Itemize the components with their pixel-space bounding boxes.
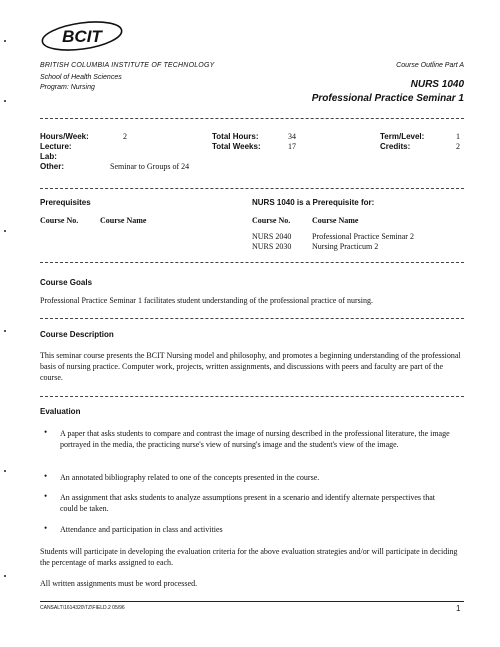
file-reference: CANSALT\1614320\TZ\FIELD.2 05/96 bbox=[40, 605, 125, 611]
course-title: Professional Practice Seminar 1 bbox=[311, 93, 464, 104]
evaluation-heading: Evaluation bbox=[40, 407, 81, 416]
divider bbox=[40, 318, 464, 319]
prereq-row-name: Professional Practice Seminar 2 bbox=[312, 232, 414, 241]
term-label: Term/Level: bbox=[380, 132, 425, 141]
prereq-col-name: Course Name bbox=[100, 216, 147, 225]
scan-speck bbox=[4, 575, 6, 577]
school-name: School of Health Sciences bbox=[40, 74, 122, 81]
other-label: Other: bbox=[40, 162, 64, 171]
evaluation-item: An annotated bibliography related to one of the concepts presented in the course. bbox=[60, 473, 320, 482]
evaluation-note-2: All written assignments must be word processed. bbox=[40, 579, 198, 588]
evaluation-item: A paper that asks students to compare and contrast the image of nursing described in the professional literature, the image portrayed in the media, the practicing nurse's view of nursing's image and the student's view of the image. bbox=[60, 429, 450, 449]
bullet-point: • bbox=[44, 523, 48, 533]
footer-divider bbox=[40, 601, 464, 602]
program-name: Program: Nursing bbox=[40, 84, 95, 91]
prereq-row-name: Nursing Practicum 2 bbox=[312, 242, 379, 251]
hours-week-label: Hours/Week: bbox=[40, 132, 89, 141]
bullet-point: • bbox=[44, 471, 48, 481]
total-weeks-label: Total Weeks: bbox=[212, 142, 261, 151]
total-weeks-value: 17 bbox=[288, 142, 296, 151]
scan-speck bbox=[4, 100, 6, 102]
prereq-row-no: NURS 2040 bbox=[252, 232, 292, 241]
prereq-row-no: NURS 2030 bbox=[252, 242, 292, 251]
divider bbox=[40, 396, 464, 397]
total-hours-label: Total Hours: bbox=[212, 132, 259, 141]
prereq-for-col-no: Course No. bbox=[252, 216, 291, 225]
prereq-for-col-name: Course Name bbox=[312, 216, 359, 225]
goals-text: Professional Practice Seminar 1 facilitates student understanding of the professional practice of nursing. bbox=[40, 296, 374, 305]
credits-label: Credits: bbox=[380, 142, 411, 151]
total-hours-value: 34 bbox=[288, 132, 296, 141]
logo-text: BCIT bbox=[62, 27, 102, 46]
prereq-heading: Prerequisites bbox=[40, 198, 91, 207]
scan-speck bbox=[4, 330, 6, 332]
divider bbox=[40, 188, 464, 189]
evaluation-item: Attendance and participation in class and activities bbox=[60, 525, 223, 534]
term-value: 1 bbox=[456, 132, 460, 141]
description-heading: Course Description bbox=[40, 330, 114, 339]
goals-heading: Course Goals bbox=[40, 278, 93, 287]
bullet-point: • bbox=[44, 427, 48, 437]
scan-speck bbox=[4, 230, 6, 232]
bullet-point: • bbox=[44, 491, 48, 501]
hours-week-value: 2 bbox=[123, 132, 127, 141]
scan-speck bbox=[4, 40, 6, 42]
scan-speck bbox=[4, 470, 6, 472]
course-code: NURS 1040 bbox=[410, 79, 464, 90]
description-text: This seminar course presents the BCIT Nursing model and philosophy, and promotes a beginning understanding of the professional basis of nursing practice. Computer work, projects, written assignments, and discussions with peers and faculty are part of the course. bbox=[40, 351, 461, 382]
institute-name: BRITISH COLUMBIA INSTITUTE OF TECHNOLOGY bbox=[40, 62, 215, 69]
evaluation-note: Students will participate in developing the evaluation criteria for the above evaluation strategies and/or will participate in deciding the percentage of marks assigned to each. bbox=[40, 547, 458, 567]
divider bbox=[40, 262, 464, 263]
bcit-logo bbox=[38, 18, 124, 56]
divider bbox=[40, 118, 464, 119]
credits-value: 2 bbox=[456, 142, 460, 151]
lecture-label: Lecture: bbox=[40, 142, 72, 151]
evaluation-item: An assignment that asks students to analyze assumptions present in a scenario and identify alternate perspectives that could be taken. bbox=[60, 493, 436, 513]
page-number: 1 bbox=[456, 604, 461, 613]
prereq-for-heading: NURS 1040 is a Prerequisite for: bbox=[252, 198, 375, 207]
lab-label: Lab: bbox=[40, 152, 57, 161]
other-value: Seminar to Groups of 24 bbox=[110, 162, 190, 171]
prereq-col-no: Course No. bbox=[40, 216, 79, 225]
outline-part: Course Outline Part A bbox=[396, 62, 464, 69]
